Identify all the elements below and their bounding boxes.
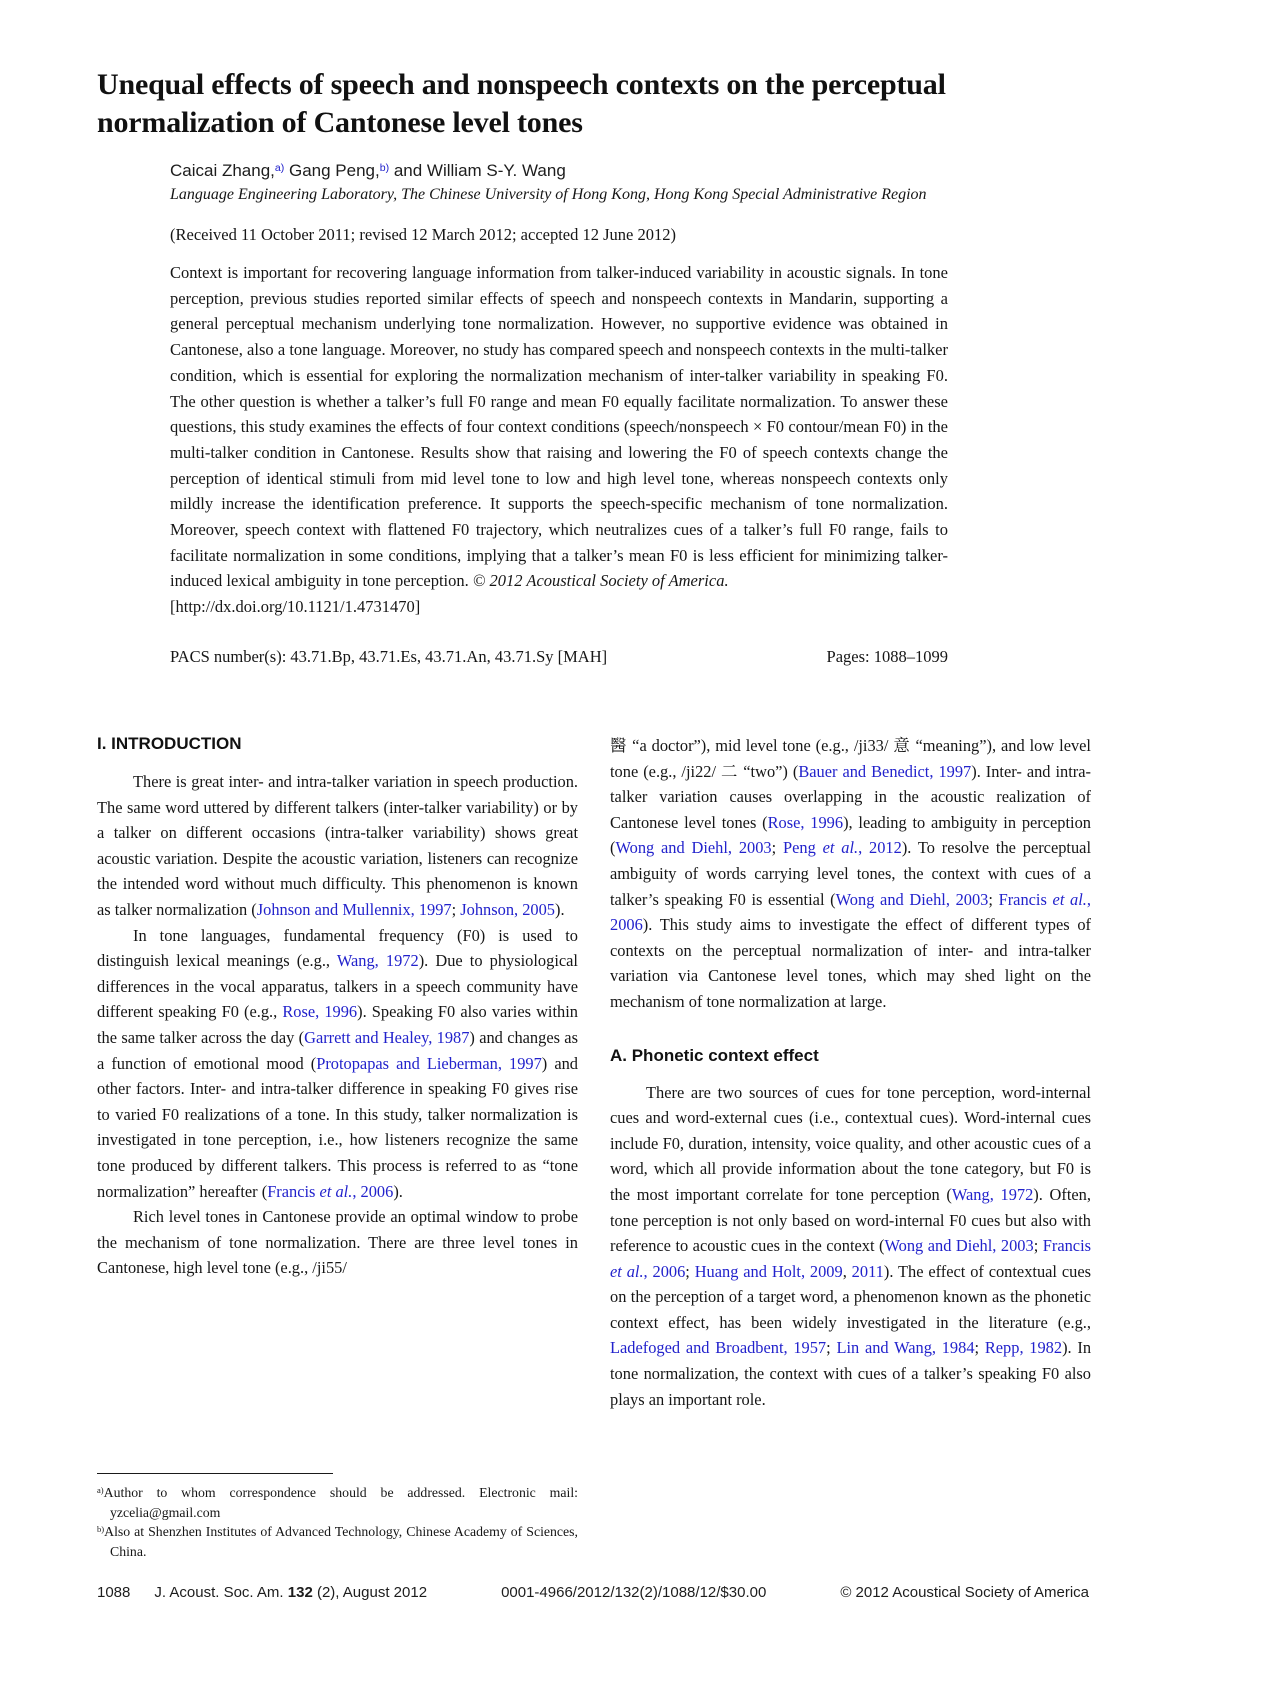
footnote-divider xyxy=(97,1473,333,1474)
page-title: Unequal effects of speech and nonspeech contexts on the perceptual normalization of Cantonese level tones xyxy=(97,68,946,139)
doi-link[interactable]: [http://dx.doi.org/10.1121/1.4731470] xyxy=(170,597,421,617)
article-header xyxy=(97,66,1089,667)
citation-link[interactable]: Johnson, 2005 xyxy=(460,899,555,919)
right-column xyxy=(610,733,1091,1561)
citation-link[interactable]: Protopapas and Lieberman, 1997 xyxy=(316,1053,542,1073)
citation-link[interactable]: Wang, 1972 xyxy=(336,951,419,971)
footnote-a: $^{a)}$Author to whom correspondence should be addressed. Electronic mail: yzcelia@gmail.com xyxy=(97,1484,578,1520)
citation-link[interactable]: Wong and Diehl, 2003 xyxy=(884,1236,1034,1256)
citation-link[interactable]: Francis xyxy=(1042,1236,1092,1256)
citation-link[interactable]: Bauer and Benedict, 1997 xyxy=(798,761,972,781)
footer-journal-info: J. Acoust. Soc. Am. 132 (2), August 2012 xyxy=(154,1584,428,1601)
citation-link[interactable]: Ladefoged and Broadbent, 1957 xyxy=(610,1338,827,1358)
citation-link[interactable]: Francis xyxy=(267,1181,320,1201)
citation-link[interactable]: a) xyxy=(274,161,285,174)
text-segment: b) xyxy=(97,1523,105,1534)
pacs-row xyxy=(170,647,948,667)
citation-link[interactable]: Johnson and Mullennix, 1997 xyxy=(256,899,452,919)
text-segment: a) xyxy=(97,1484,104,1495)
footnote-b: $^{b)}$Also at Shenzhen Institutes of Advanced Technology, Chinese Academy of Sciences, China. xyxy=(97,1523,578,1559)
citation-link[interactable]: Rose, 1996 xyxy=(767,812,844,832)
paragraph: There are two sources of cues for tone perception, word-internal cues and word-external cues (i.e., contextual cues). Word-internal cues include F0, duration, intensity, voice quality, and other acoustic cues of a word, which all provide information about the tone category, but F0 is the most important correlate for tone perception (Wang, 1972). Often, tone perception is not only based on word-internal F0 cues but also with reference to acoustic cues in the context (Wong and Diehl, 2003; Francis et al., 2006; Huang and Holt, 2009, 2011). The effect of contextual cues on the perception of a target word, a phenomenon known as the phonetic context effect, has been widely investigated in the literature (e.g., Ladefoged and Broadbent, 1957; Lin and Wang, 1984; Repp, 1982). In tone normalization, the context with cues of a talker’s speaking F0 also plays an important role. xyxy=(610,1082,1092,1409)
footer-copyright: © 2012 Acoustical Society of America xyxy=(840,1584,1089,1601)
footer-page-number: 1088 xyxy=(97,1584,131,1601)
byline: Caicai Zhang,$^{a)}$ Gang Peng,$^{b)}$ and William S-Y. Wang xyxy=(170,161,566,180)
citation-link[interactable]: et al. xyxy=(822,838,859,858)
paragraph: Rich level tones in Cantonese provide an optimal window to probe the mechanism of tone normalization. There are three level tones in Cantonese, high level tone (e.g., /ji55/ xyxy=(97,1207,578,1278)
citation-link[interactable]: , 2006 xyxy=(643,1261,686,1281)
footer-issn: 0001-4966/2012/132(2)/1088/12/$30.00 xyxy=(501,1584,767,1601)
pages-range: Pages: 1088–1099 xyxy=(826,646,948,666)
citation-link[interactable]: , 2006 xyxy=(610,889,1092,935)
citation-link[interactable]: et al. xyxy=(319,1181,353,1201)
pacs-numbers: PACS number(s): 43.71.Bp, 43.71.Es, 43.71.An, 43.71.Sy [MAH] xyxy=(170,646,608,666)
left-column xyxy=(97,733,578,1561)
page-footer xyxy=(97,1584,1089,1601)
citation-link[interactable]: Repp, 1982 xyxy=(984,1338,1063,1358)
citation-link[interactable]: Wang, 1972 xyxy=(951,1184,1034,1204)
received-line: (Received 11 October 2011; revised 12 March 2012; accepted 12 June 2012) xyxy=(170,225,676,244)
section-heading-phonetic-context: A. Phonetic context effect xyxy=(610,1045,819,1065)
citation-link[interactable]: Garrett and Healey, 1987 xyxy=(304,1027,470,1047)
citation-link[interactable]: Lin and Wang, 1984 xyxy=(836,1338,975,1358)
citation-link[interactable]: , 2012 xyxy=(858,838,902,858)
paragraph: There is great inter- and intra-talker variation in speech production. The same word uttered by different talkers (inter-talker variability) or by a talker on different occasions (intra-talker variability) shows great acoustic variation. Despite the acoustic variation, listeners can recognize the intended word without much difficulty. This phenomenon is known as talker normalization (Johnson and Mullennix, 1997; Johnson, 2005). xyxy=(97,772,578,919)
section-heading-introduction: I. INTRODUCTION xyxy=(97,734,242,753)
citation-link[interactable]: , 2006 xyxy=(352,1181,394,1201)
citation-link[interactable]: b) xyxy=(379,161,390,174)
footnote-block xyxy=(97,1463,578,1561)
citation-link[interactable]: Francis xyxy=(998,889,1053,909)
citation-link[interactable]: Huang and Holt, 2009 xyxy=(694,1261,843,1281)
text-segment: 132 xyxy=(287,1584,313,1601)
paragraph: In tone languages, fundamental frequency (F0) is used to distinguish lexical meanings (e.g., Wang, 1972). Due to physiological differences in the vocal apparatus, talkers in a speech community have different speaking F0 (e.g., Rose, 1996). Speaking F0 also varies within the same talker across the day (Garrett and Healey, 1987) and changes as a function of emotional mood (Protopapas and Lieberman, 1997) and other factors. Inter- and intra-talker difference in speaking F0 gives rise to varied F0 realizations of a tone. In this study, talker normalization is investigated in tone perception, i.e., how listeners recognize the same tone produced by different talkers. This process is referred to as “tone normalization” hereafter (Francis et al., 2006). xyxy=(97,925,578,1201)
body-columns xyxy=(97,733,1091,1561)
paragraph-continued: 醫 “a doctor”), mid level tone (e.g., /ji33/ 意 “meaning”), and low level tone (e.g., /ji22/ 二 “two”) (Bauer and Benedict, 1997). Inter- and intra-talker variation causes overlapping in the acoustic realization of Cantonese level tones (Rose, 1996), leading to ambiguity in perception (Wong and Diehl, 2003; Peng et al., 2012). To resolve the perceptual ambiguity of words carrying level tones, the context with cues of a talker’s speaking F0 is essential (Wong and Diehl, 2003; Francis et al., 2006). This study aims to investigate the effect of different types of contexts on the perceptual normalization of inter- and intra-talker variation via Cantonese level tones, which may shed light on the mechanism of tone normalization at large. xyxy=(610,736,1092,1011)
citation-link[interactable]: Peng xyxy=(783,838,823,858)
citation-link[interactable]: et al. xyxy=(610,1261,644,1281)
abstract: Context is important for recovering language information from talker-induced variability in acoustic signals. In tone perception, previous studies reported similar effects of speech and nonspeech contexts in Mandarin, supporting a general perceptual mechanism underlying tone normalization. However, no supportive evidence was obtained in Cantonese, also a tone language. Moreover, no study has compared speech and nonspeech contexts in the multi-talker condition, which is essential for exploring the normalization mechanism of inter-talker variability in speaking F0. The other question is whether a talker’s full F0 range and mean F0 equally facilitate normalization. To answer these questions, this study examines the effects of four context conditions (speech/nonspeech × F0 contour/mean F0) in the multi-talker condition in Cantonese. Results show that raising and lowering the F0 of speech contexts change the perception of identical stimuli from mid level tone to low and high level tone, whereas nonspeech contexts only mildly increase the identification preference. It supports the speech-specific mechanism of tone normalization. Moreover, speech context with flattened F0 trajectory, which neutralizes cues of a talker’s full F0 range, fails to facilitate normalization in some conditions, implying that a talker’s mean F0 is less efficient for minimizing talker-induced lexical ambiguity in tone perception. © 2012 Acoustical Society of America. xyxy=(170,263,948,591)
citation-link[interactable]: et al. xyxy=(1052,889,1087,909)
citation-link[interactable]: Wong and Diehl, 2003 xyxy=(835,889,989,909)
affiliation: Language Engineering Laboratory, The Chinese University of Hong Kong, Hong Kong Special Administrative Region xyxy=(170,186,927,203)
text-segment: © 2012 Acoustical Society of America. xyxy=(472,571,729,591)
citation-link[interactable]: Wong and Diehl, 2003 xyxy=(615,838,772,858)
citation-link[interactable]: 2011 xyxy=(851,1261,884,1281)
citation-link[interactable]: Rose, 1996 xyxy=(282,1002,358,1022)
